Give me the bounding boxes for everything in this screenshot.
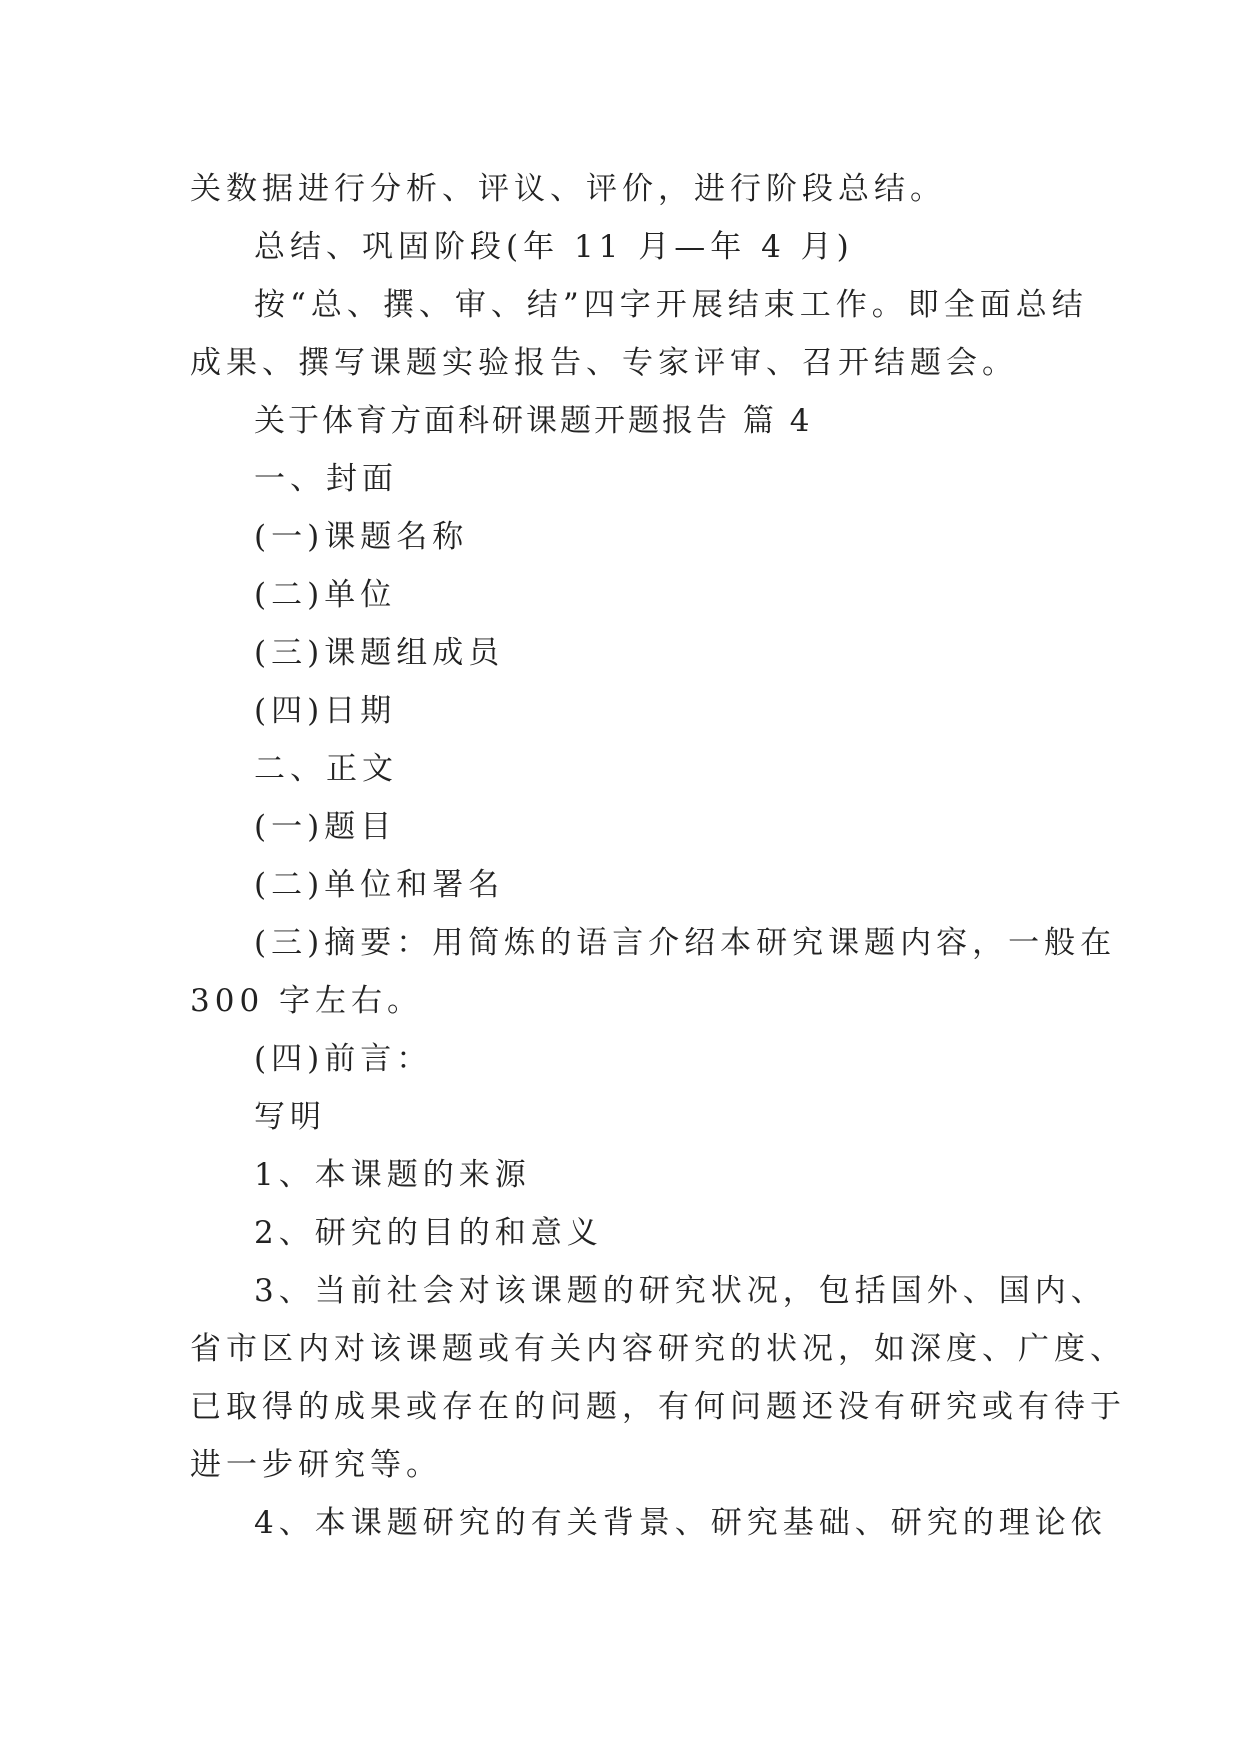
paragraph-line: 300 字左右。	[190, 983, 424, 1019]
section-heading: 一、封面	[254, 461, 398, 497]
document-body	[190, 160, 1126, 1552]
list-item: (四)日期	[254, 693, 397, 729]
paragraph-line: 进一步研究等。	[190, 1447, 442, 1483]
article-title: 关于体育方面科研课题开题报告 篇 4	[254, 403, 813, 439]
paragraph-line: 按“总、撰、审、结”四字开展结束工作。即全面总结	[254, 287, 1088, 323]
list-item: (二)单位	[254, 577, 397, 613]
section-heading: 二、正文	[254, 751, 398, 787]
list-item: (四)前言：	[254, 1041, 433, 1077]
list-item: 4、本课题研究的有关背景、研究基础、研究的理论依	[254, 1505, 1107, 1541]
paragraph-line: 已取得的成果或存在的问题，有何问题还没有研究或有待于	[190, 1389, 1126, 1425]
list-item: (三)课题组成员	[254, 635, 505, 671]
list-item: (二)单位和署名	[254, 867, 505, 903]
paragraph-line: 关数据进行分析、评议、评价，进行阶段总结。	[190, 171, 946, 207]
list-item: (三)摘要：用简炼的语言介绍本研究课题内容，一般在	[254, 925, 1117, 961]
paragraph-line: 写明	[254, 1099, 326, 1135]
section-heading: 总结、巩固阶段(年 11 月—年 4 月)	[254, 229, 854, 265]
list-item: (一)课题名称	[254, 519, 469, 555]
list-item: 1、本课题的来源	[254, 1157, 531, 1193]
paragraph-line: 成果、撰写课题实验报告、专家评审、召开结题会。	[190, 345, 1018, 381]
list-item: 3、当前社会对该课题的研究状况，包括国外、国内、	[254, 1273, 1107, 1309]
paragraph-line: 省市区内对该课题或有关内容研究的状况，如深度、广度、	[190, 1331, 1126, 1367]
list-item: 2、研究的目的和意义	[254, 1215, 603, 1251]
list-item: (一)题目	[254, 809, 397, 845]
